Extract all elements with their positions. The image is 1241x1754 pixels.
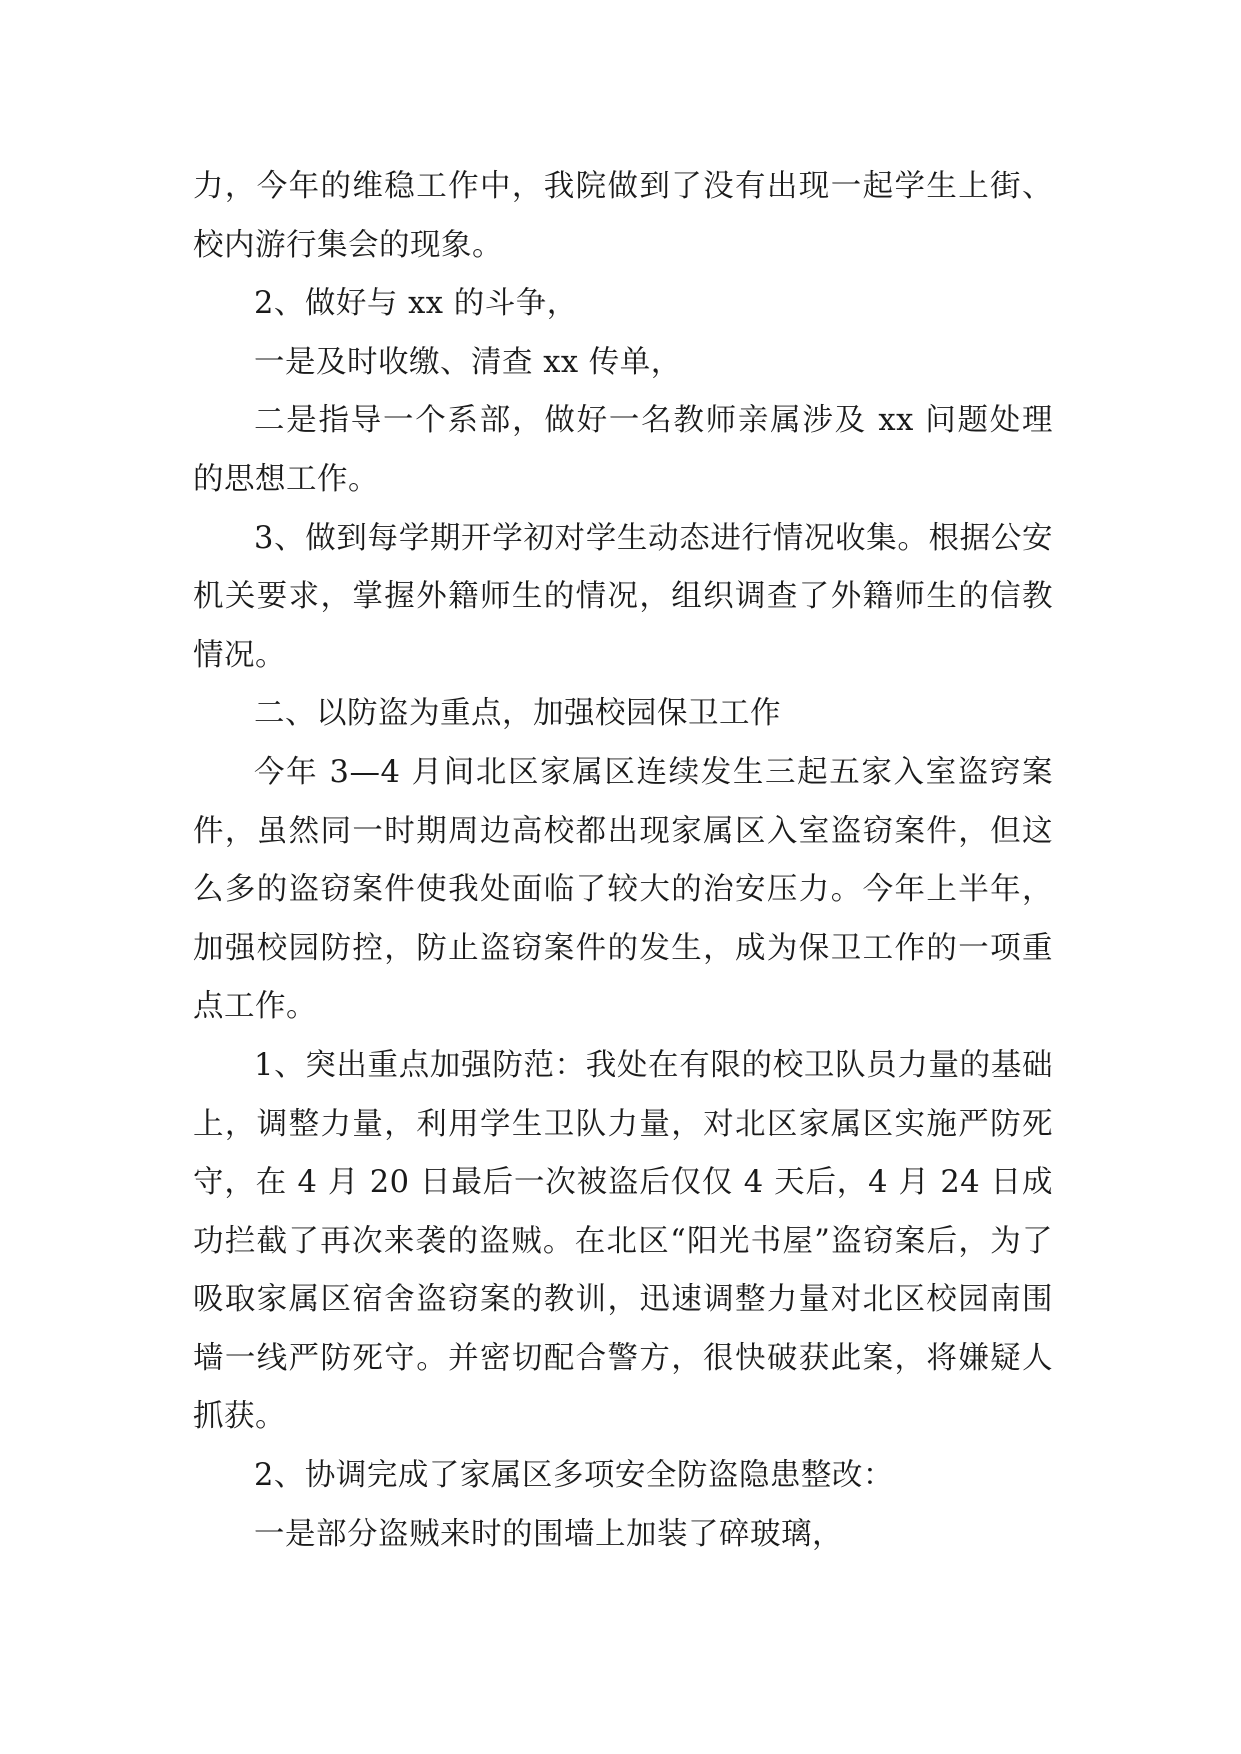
paragraph-8: 1、突出重点加强防范：我处在有限的校卫队员力量的基础上，调整力量，利用学生卫队力量，对北区家属区实施严防死守，在 4 月 20 日最后一次被盗后仅仅 4 天后，4 月 24 日成功拦截了再次来袭的盗贼。在北区“阳光书屋”盗窃案后，为了吸取家属区宿舍盗窃案的教训，迅速调整力量对北区校园南围墙一线严防死守。并密切配合警方，很快破获此案，将嫌疑人抓获。 [193, 1047, 1053, 1435]
paragraph-10: 一是部分盗贼来时的围墙上加装了碎玻璃， [254, 1516, 843, 1552]
paragraph-4: 二是指导一个系部，做好一名教师亲属涉及 xx 问题处理的思想工作。 [193, 403, 1053, 497]
paragraph-1: 力，今年的维稳工作中，我院做到了没有出现一起学生上街、校内游行集会的现象。 [193, 169, 1053, 263]
paragraph-7: 今年 3—4 月间北区家属区连续发生三起五家入室盗窍案件，虽然同一时期周边高校都出现家属区入室盗窃案件，但这么多的盗窃案件使我处面临了较大的治安压力。今年上半年，加强校园防控，防止盗窃案件的发生，成为保卫工作的一项重点工作。 [193, 754, 1053, 1025]
paragraph-2: 2、做好与 xx 的斗争， [254, 286, 578, 322]
paragraph-9: 2、协调完成了家属区多项安全防盗隐患整改： [254, 1458, 894, 1494]
paragraph-5: 3、做到每学期开学初对学生动态进行情况收集。根据公安机关要求，掌握外籍师生的情况，组织调查了外籍师生的信教情况。 [193, 520, 1053, 673]
section-heading: 二、以防盗为重点，加强校园保卫工作 [254, 696, 781, 732]
paragraph-3: 一是及时收缴、清查 xx 传单， [254, 344, 682, 380]
document-body [193, 158, 1053, 1564]
